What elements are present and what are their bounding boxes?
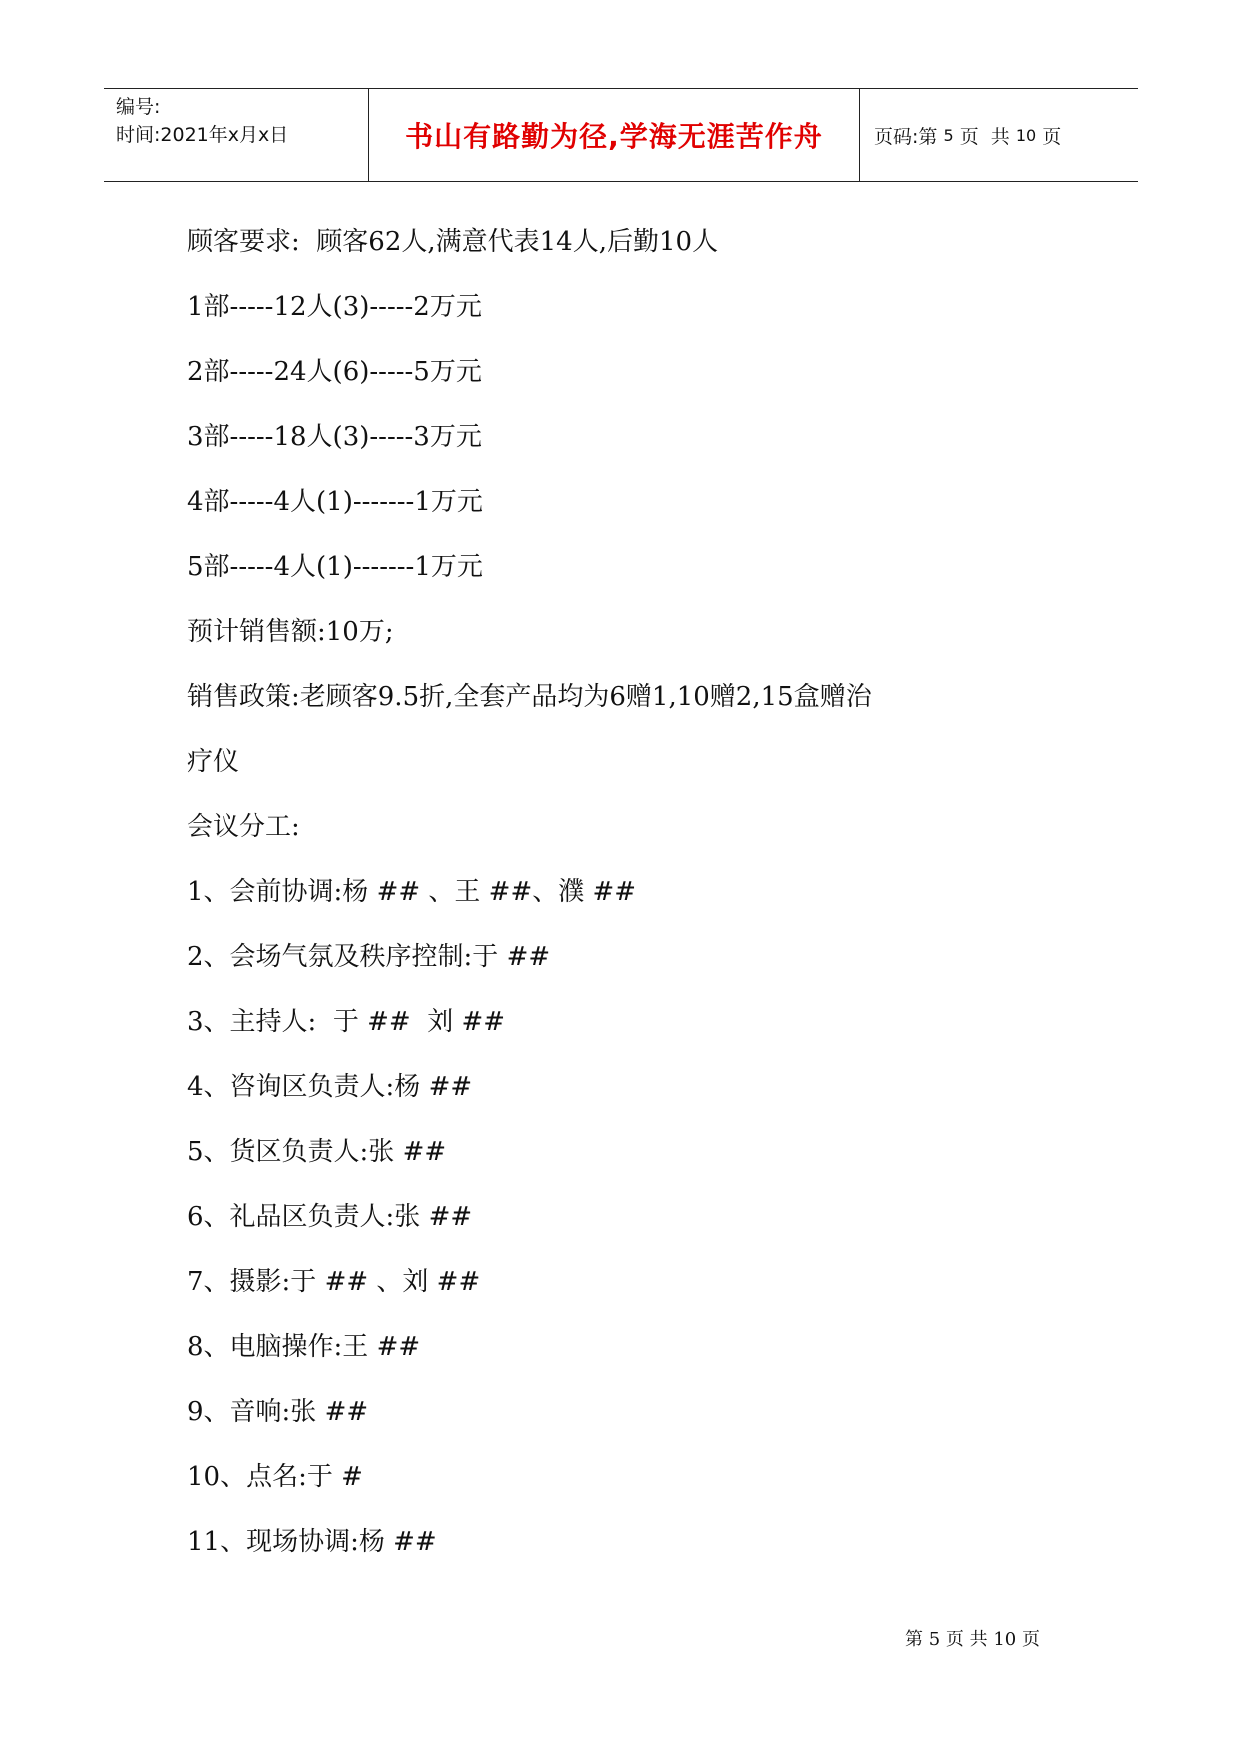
document-time-label: 时间:2021年x月x日 <box>116 124 289 146</box>
text-line: 8、电脑操作:王 ## <box>187 1332 421 1362</box>
page-label: 页码:第 <box>874 125 938 148</box>
text-line: 3部-----18人(3)-----3万元 <box>187 422 482 452</box>
text-line: 10、点名:于 # <box>187 1462 363 1492</box>
document-body <box>187 210 1067 1575</box>
text-line: 5、货区负责人:张 ## <box>187 1137 447 1167</box>
text-line: 预计销售额:10万; <box>187 617 394 647</box>
text-line: 4部-----4人(1)-------1万元 <box>187 487 483 517</box>
text-line: 1、会前协调:杨 ## 、王 ##、濮 ## <box>187 877 637 907</box>
total-label: 共 <box>990 125 1010 148</box>
text-line: 9、音响:张 ## <box>187 1397 369 1427</box>
text-line: 2部-----24人(6)-----5万元 <box>187 357 482 387</box>
total-number: 10 <box>1015 125 1037 145</box>
text-line: 顾客要求: 顾客62人,满意代表14人,后勤10人 <box>187 227 719 257</box>
text-line: 4、咨询区负责人:杨 ## <box>187 1072 473 1102</box>
text-line: 11、现场协调:杨 ## <box>187 1527 437 1557</box>
text-line: 疗仪 <box>187 747 240 777</box>
text-line: 6、礼品区负责人:张 ## <box>187 1202 473 1232</box>
text-line: 2、会场气氛及秩序控制:于 ## <box>187 942 551 972</box>
text-line: 1部-----12人(3)-----2万元 <box>187 292 482 322</box>
header-meta <box>104 89 368 181</box>
header-page-info <box>860 89 1138 181</box>
total-unit: 页 <box>1042 125 1062 148</box>
page-number: 5 <box>943 125 954 145</box>
text-line: 7、摄影:于 ## 、刘 ## <box>187 1267 481 1297</box>
header-motto: 书山有路勤为径,学海无涯苦作舟 <box>368 89 860 181</box>
document-number-label: 编号: <box>116 96 161 118</box>
text-line: 会议分工: <box>187 812 300 842</box>
page-unit: 页 <box>959 125 979 148</box>
text-line: 销售政策:老顾客9.5折,全套产品均为6赠1,10赠2,15盒赠治 <box>187 682 872 712</box>
text-line: 5部-----4人(1)-------1万元 <box>187 552 483 582</box>
page-header <box>104 88 1138 182</box>
page-footer: 第 5 页 共 10 页 <box>905 1629 1040 1650</box>
text-line: 3、主持人: 于 ## 刘 ## <box>187 1007 506 1037</box>
